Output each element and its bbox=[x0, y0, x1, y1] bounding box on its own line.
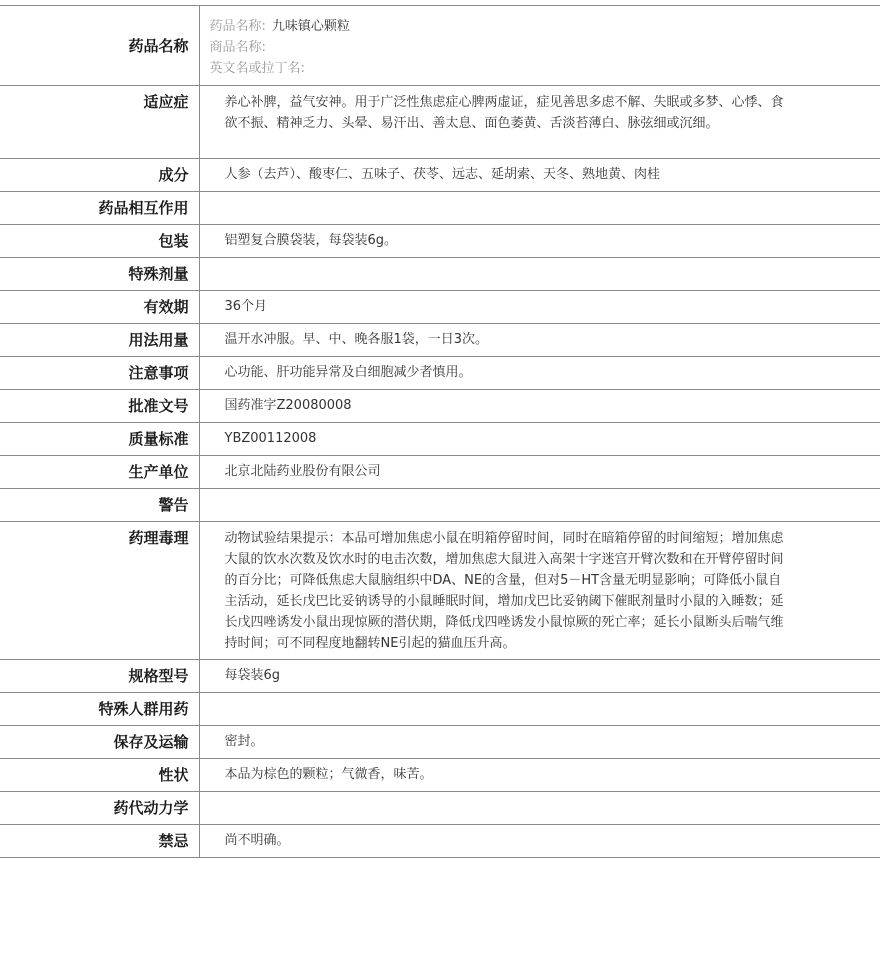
label-spec: 规格型号 bbox=[0, 660, 199, 693]
label-ingredients: 成分 bbox=[0, 159, 199, 192]
row-warning bbox=[0, 489, 880, 522]
value-special-population bbox=[199, 693, 880, 726]
row-manufacturer bbox=[0, 456, 880, 489]
label-validity: 有效期 bbox=[0, 291, 199, 324]
value-warning bbox=[199, 489, 880, 522]
row-usage bbox=[0, 324, 880, 357]
generic-name-value: 九味镇心颗粒 bbox=[271, 19, 350, 34]
label-drug-name: 药品名称 bbox=[0, 6, 199, 86]
value-ingredients: 人参（去芦）、酸枣仁、五味子、茯苓、远志、延胡索、天冬、熟地黄、肉桂 bbox=[199, 159, 880, 192]
row-validity bbox=[0, 291, 880, 324]
english-name-key: 英文名或拉丁名: bbox=[209, 61, 305, 76]
label-usage: 用法用量 bbox=[0, 324, 199, 357]
value-manufacturer: 北京北陆药业股份有限公司 bbox=[199, 456, 880, 489]
value-interactions bbox=[199, 192, 880, 225]
row-storage bbox=[0, 726, 880, 759]
value-precautions: 心功能、肝功能异常及白细胞减少者慎用。 bbox=[199, 357, 880, 390]
label-indication: 适应症 bbox=[0, 86, 199, 159]
label-standard: 质量标准 bbox=[0, 423, 199, 456]
value-standard: YBZ00112008 bbox=[199, 423, 880, 456]
value-indication: 养心补脾，益气安神。用于广泛性焦虑症心脾两虚证，症见善思多虑不解、失眠或多梦、心悸、食欲不振、精神乏力、头晕、易汗出、善太息、面色萎黄、舌淡苔薄白、脉弦细或沉细。 bbox=[199, 86, 880, 159]
row-standard bbox=[0, 423, 880, 456]
drug-info-table bbox=[0, 5, 880, 858]
row-pharmacology bbox=[0, 522, 880, 660]
value-pharmacology: 动物试验结果提示：本品可增加焦虑小鼠在明箱停留时间，同时在暗箱停留的时间缩短；增加焦虑大鼠的饮水次数及饮水时的电击次数，增加焦虑大鼠进入高架十字迷宫开臂次数和在开臂停留时间的百分比；可降低焦虑大鼠脑组织中DA、NE的含量，但对5－HT含量无明显影响；可降低小鼠自主活动，延长戊巴比妥钠诱导的小鼠睡眠时间，增加戊巴比妥钠阈下催眠剂量时小鼠的入睡数；延长戊四唑诱发小鼠出现惊厥的潜伏期，降低戊四唑诱发小鼠惊厥的死亡率；延长小鼠断头后喘气维持时间；可不同程度地翻转NE引起的猫血压升高。 bbox=[199, 522, 880, 660]
row-special-dose bbox=[0, 258, 880, 291]
row-indication bbox=[0, 86, 880, 159]
row-drug-name bbox=[0, 6, 880, 86]
row-precautions bbox=[0, 357, 880, 390]
row-interactions bbox=[0, 192, 880, 225]
label-storage: 保存及运输 bbox=[0, 726, 199, 759]
value-drug-name bbox=[199, 6, 880, 86]
row-ingredients bbox=[0, 159, 880, 192]
label-pharmacology: 药理毒理 bbox=[0, 522, 199, 660]
value-package: 铝塑复合膜袋装，每袋装6g。 bbox=[199, 225, 880, 258]
label-contraindications: 禁忌 bbox=[0, 825, 199, 858]
value-storage: 密封。 bbox=[199, 726, 880, 759]
value-appearance: 本品为棕色的颗粒；气微香，味苦。 bbox=[199, 759, 880, 792]
label-pharmacokinetics: 药代动力学 bbox=[0, 792, 199, 825]
label-warning: 警告 bbox=[0, 489, 199, 522]
value-pharmacokinetics bbox=[199, 792, 880, 825]
generic-name-line bbox=[210, 16, 871, 37]
value-spec: 每袋装6g bbox=[199, 660, 880, 693]
label-special-population: 特殊人群用药 bbox=[0, 693, 199, 726]
value-contraindications: 尚不明确。 bbox=[199, 825, 880, 858]
label-interactions: 药品相互作用 bbox=[0, 192, 199, 225]
row-spec bbox=[0, 660, 880, 693]
value-special-dose bbox=[199, 258, 880, 291]
row-contraindications bbox=[0, 825, 880, 858]
label-approval: 批准文号 bbox=[0, 390, 199, 423]
row-special-population bbox=[0, 693, 880, 726]
label-special-dose: 特殊剂量 bbox=[0, 258, 199, 291]
english-name-line bbox=[210, 58, 871, 79]
trade-name-key: 商品名称: bbox=[209, 40, 266, 55]
label-manufacturer: 生产单位 bbox=[0, 456, 199, 489]
value-usage: 温开水冲服。早、中、晚各服1袋，一日3次。 bbox=[199, 324, 880, 357]
label-package: 包装 bbox=[0, 225, 199, 258]
value-approval: 国药准字Z20080008 bbox=[199, 390, 880, 423]
row-package bbox=[0, 225, 880, 258]
value-validity: 36个月 bbox=[199, 291, 880, 324]
label-precautions: 注意事项 bbox=[0, 357, 199, 390]
row-appearance bbox=[0, 759, 880, 792]
generic-name-key: 药品名称: bbox=[209, 19, 266, 34]
trade-name-line bbox=[210, 37, 871, 58]
row-approval bbox=[0, 390, 880, 423]
row-pharmacokinetics bbox=[0, 792, 880, 825]
label-appearance: 性状 bbox=[0, 759, 199, 792]
